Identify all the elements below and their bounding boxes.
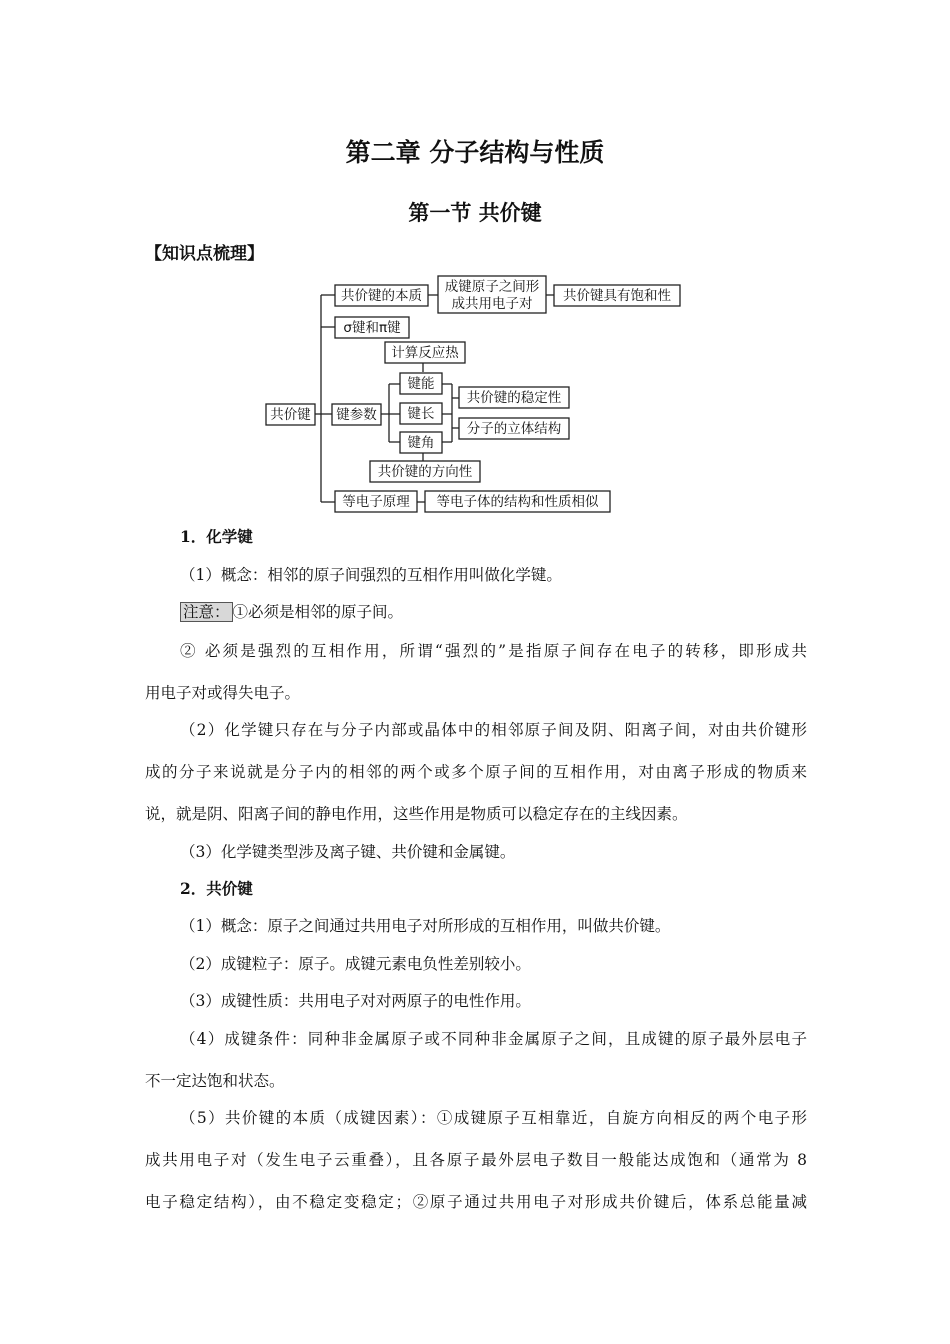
node-root-label: 共价键 — [270, 407, 311, 423]
node-essence-label: 共价键的本质 — [341, 288, 422, 304]
node-stability — [459, 387, 569, 408]
node-bond-angle — [400, 432, 442, 453]
node-iso-principle-label: 等电子原理 — [342, 494, 410, 510]
node-bond-length-label: 键长 — [407, 406, 435, 422]
node-bond-params — [332, 404, 381, 425]
paragraph-bond-essence-cont-1: 成共用电子对（发生电子云重叠），且各原子最外层电子数目一般能达成饱和（通常为 8 — [145, 1151, 807, 1169]
node-iso-similar — [425, 491, 610, 512]
node-iso-similar-label: 等电子体的结构和性质相似 — [436, 494, 599, 510]
paragraph-bond-essence: （5）共价键的本质（成键因素）：①成键原子互相靠近，自旋方向相反的两个电子形 — [180, 1109, 807, 1127]
node-shared-pair-label-1: 成键原子之间形 — [444, 279, 540, 295]
paragraph-covalent-concept: （1）概念：原子之间通过共用电子对所形成的互相作用，叫做共价键。 — [180, 917, 671, 935]
concept-map — [0, 0, 950, 530]
node-direction — [370, 461, 480, 482]
paragraph-bonding-nature: （3）成键性质：共用电子对对两原子的电性作用。 — [180, 992, 531, 1010]
node-sigma-pi-label: σ键和π键 — [343, 320, 401, 336]
section-title: 第一节 共价键 — [408, 201, 542, 225]
heading-covalent-bond: 2．共价键 — [180, 879, 253, 898]
node-stability-label: 共价键的稳定性 — [466, 390, 562, 406]
knowledge-points-header: 【知识点梳理】 — [145, 244, 264, 264]
node-shared-pair — [438, 276, 546, 313]
paragraph-bond-location: （2）化学键只存在与分子内部或晶体中的相邻原子间及阴、阳离子间，对由共价键形 — [180, 721, 807, 739]
node-calc-heat-label: 计算反应热 — [391, 345, 459, 361]
paragraph-bond-location-cont-2: 说，就是阴、阳离子间的静电作用，这些作用是物质可以稳定存在的主线因素。 — [145, 805, 688, 823]
paragraph-bond-types: （3）化学键类型涉及离子键、共价键和金属键。 — [180, 843, 516, 861]
paragraph-strong-interaction-cont: 用电子对或得失电子。 — [145, 684, 301, 702]
paragraph-bonding-condition-cont: 不一定达饱和状态。 — [145, 1072, 285, 1090]
chapter-title: 第二章 分子结构与性质 — [345, 138, 605, 167]
paragraph-bonding-condition: （4）成键条件：同种非金属原子或不同种非金属原子之间，且成键的原子最外层电子 — [180, 1030, 807, 1048]
node-saturation — [554, 285, 680, 306]
heading-chemical-bond: 1．化学键 — [180, 527, 253, 546]
node-shared-pair-label-2: 成共用电子对 — [451, 296, 533, 312]
paragraph-concept: （1）概念：相邻的原子间强烈的互相作用叫做化学键。 — [180, 566, 562, 584]
paragraph-bonding-particles: （2）成键粒子：原子。成键元素电负性差别较小。 — [180, 955, 531, 973]
node-bond-angle-label: 键角 — [407, 435, 435, 451]
node-iso-principle — [335, 491, 417, 512]
note-text: ①必须是相邻的原子间。 — [232, 603, 404, 621]
node-stereo — [459, 418, 569, 439]
node-stereo-label: 分子的立体结构 — [466, 421, 562, 437]
node-bond-params-label: 键参数 — [336, 407, 377, 423]
node-bond-energy-label: 键能 — [407, 376, 435, 392]
node-bond-length — [400, 403, 442, 424]
node-saturation-label: 共价键具有饱和性 — [563, 288, 671, 304]
node-bond-energy — [400, 373, 442, 394]
paragraph-strong-interaction: ② 必须是强烈的互相作用，所谓“强烈的”是指原子间存在电子的转移，即形成共 — [180, 642, 807, 660]
paragraph-bond-essence-cont-2: 电子稳定结构），由不稳定变稳定；②原子通过共用电子对形成共价键后，体系总能量减 — [145, 1193, 807, 1211]
paragraph-bond-location-cont-1: 成的分子来说就是分子内的相邻的两个或多个原子间的互相作用，对由离子形成的物质来 — [145, 763, 807, 781]
node-calc-heat — [385, 342, 465, 363]
node-root — [266, 404, 315, 425]
node-essence — [335, 285, 428, 306]
node-sigma-pi — [335, 317, 409, 338]
node-direction-label: 共价键的方向性 — [377, 464, 473, 480]
note-line — [180, 602, 807, 622]
note-label: 注意： — [180, 602, 233, 622]
